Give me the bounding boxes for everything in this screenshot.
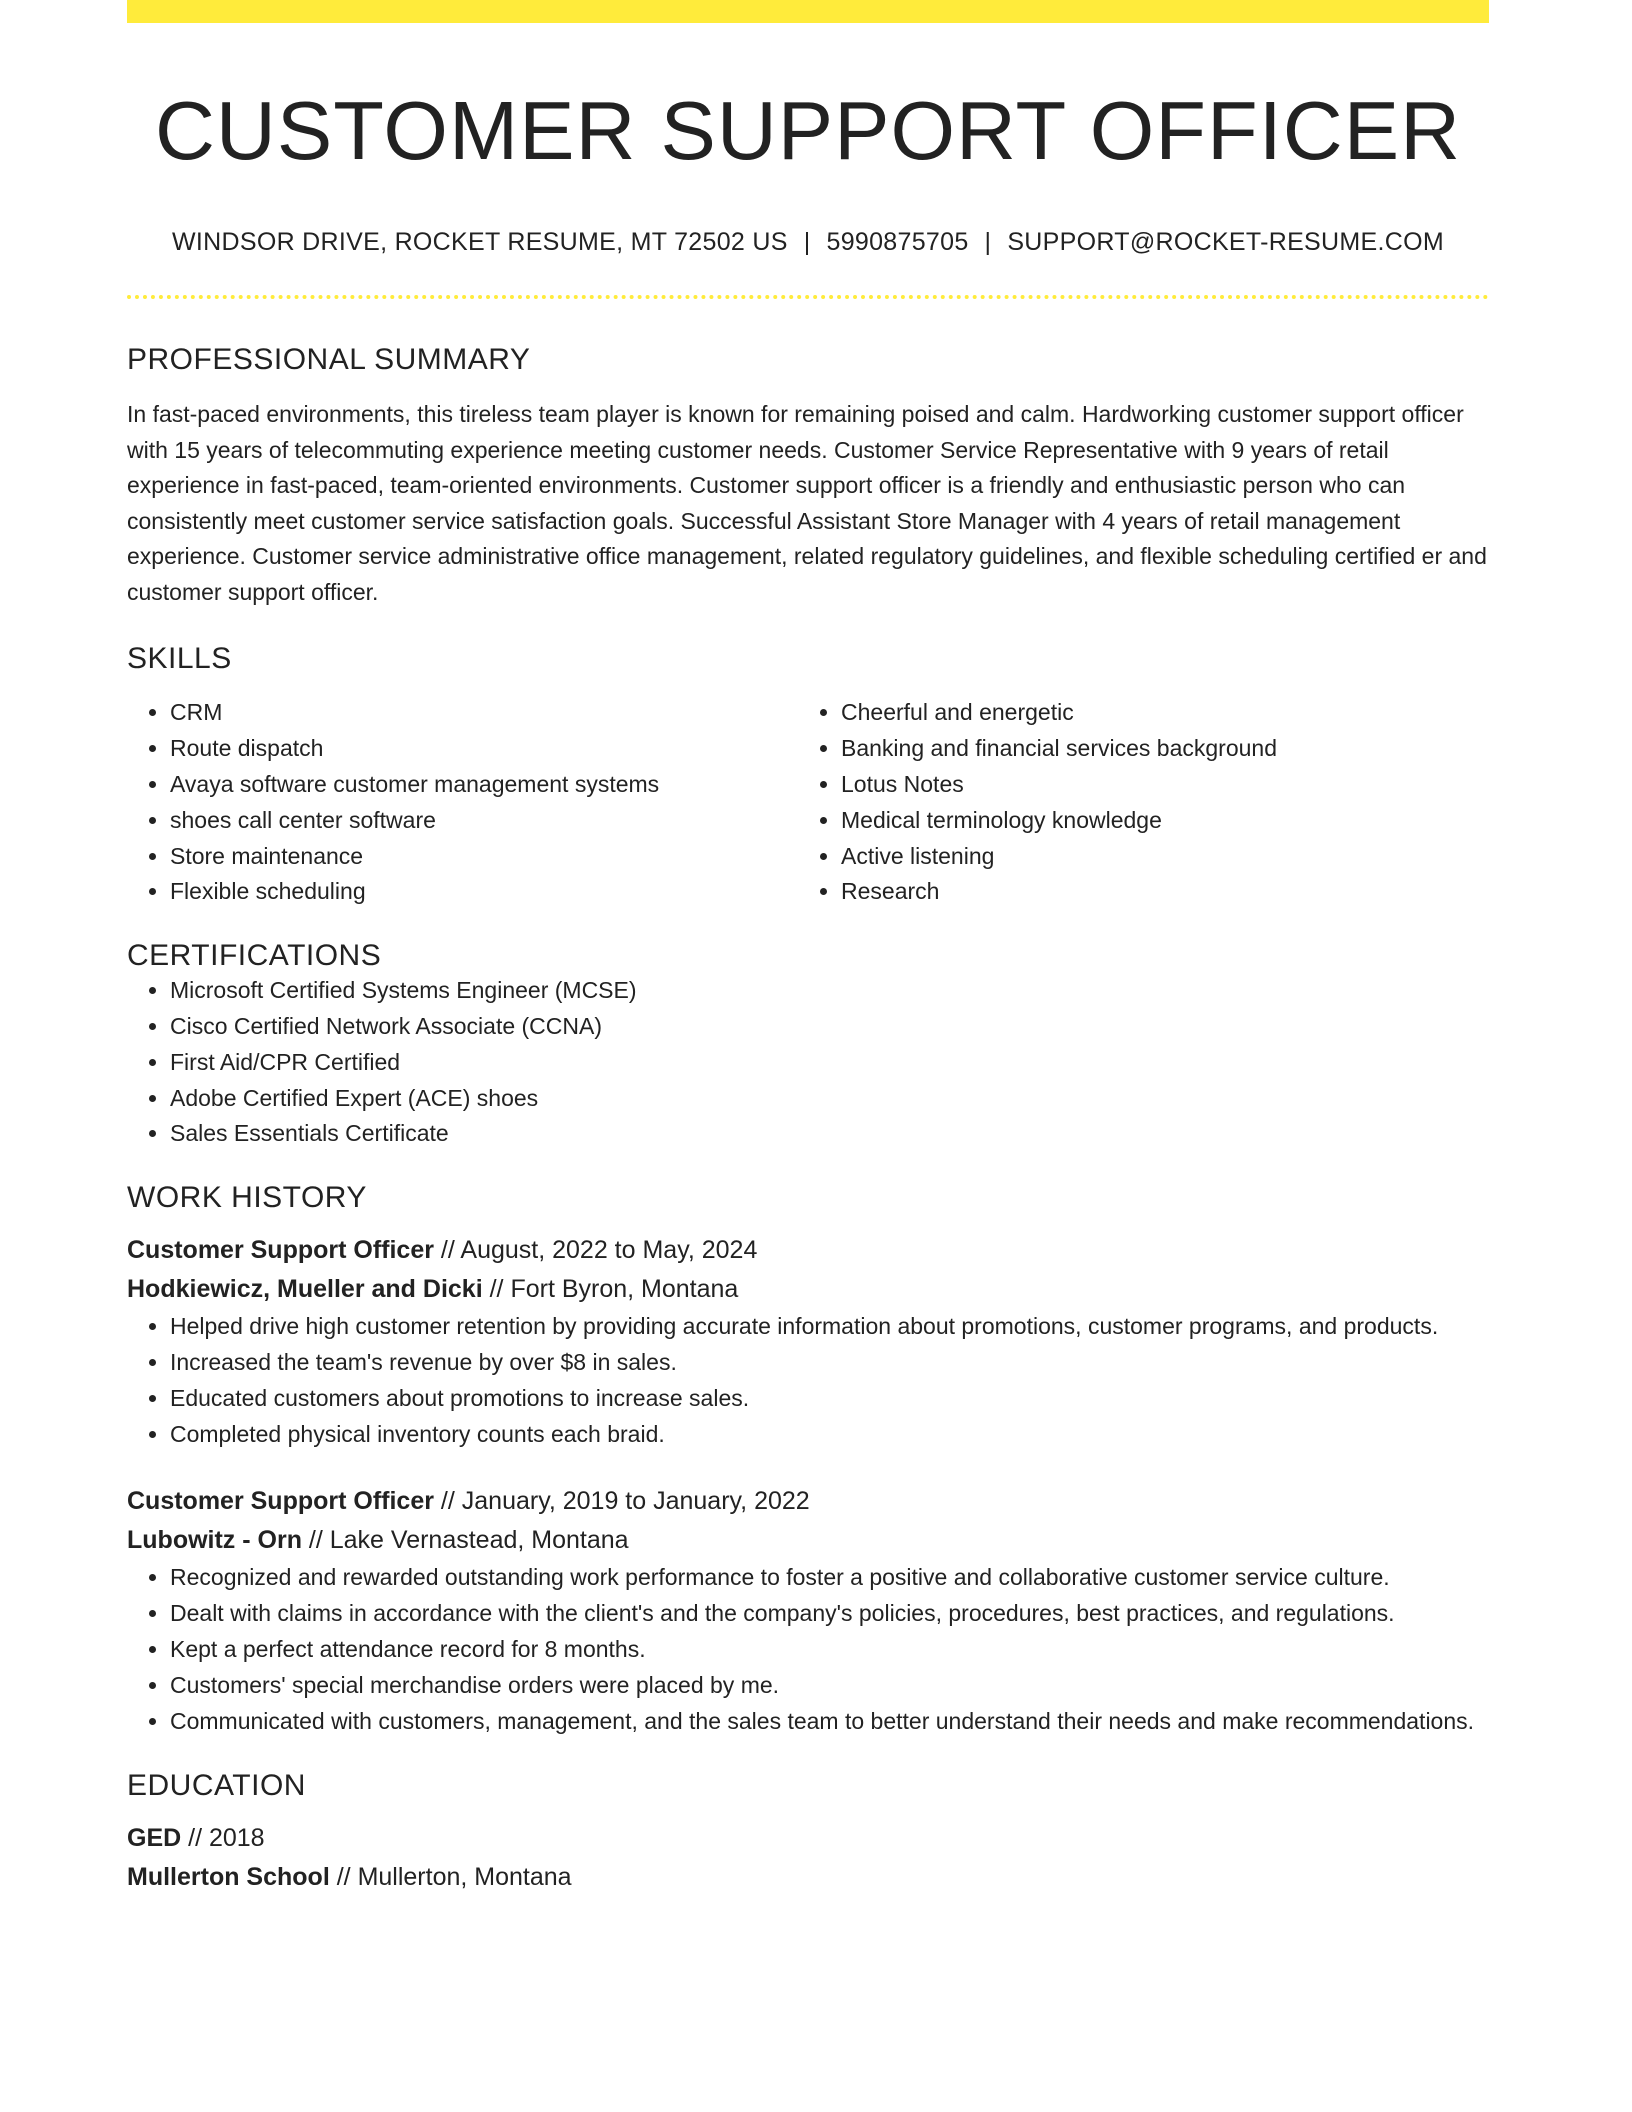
certification-item: • Sales Essentials Certificate: [170, 1116, 1489, 1152]
job-title-line: [127, 1482, 1489, 1521]
resume-name: CUSTOMER SUPPORT OFFICER: [154, 84, 1462, 177]
job-bullet: • Helped drive high customer retention by providing accurate information about promotions, customer programs, and products.: [170, 1309, 1489, 1345]
contact-phone: 5990875705: [826, 228, 969, 257]
skill-item: • Avaya software customer management systems: [170, 767, 798, 803]
job-title: Customer Support Officer: [127, 1236, 434, 1265]
job-bullet: • Educated customers about promotions to increase sales.: [170, 1381, 1489, 1417]
contact-separator: |: [984, 228, 992, 257]
education-degree-line: [127, 1819, 1489, 1858]
job-dates: // January, 2019 to January, 2022: [433, 1487, 810, 1516]
education-school-line: [127, 1858, 1489, 1897]
skill-item: • Lotus Notes: [841, 767, 1469, 803]
job-bullet: • Communicated with customers, management, and the sales team to better understand their needs and make recommendations.: [170, 1704, 1489, 1740]
skill-item: • Research: [841, 874, 1469, 910]
skill-item: • Route dispatch: [170, 731, 798, 767]
job-location: // Fort Byron, Montana: [482, 1275, 739, 1304]
education-year: // 2018: [181, 1824, 265, 1853]
summary-heading: PROFESSIONAL SUMMARY: [127, 343, 531, 377]
skills-heading: SKILLS: [127, 642, 232, 676]
skill-item: • Active listening: [841, 839, 1469, 875]
education-heading: EDUCATION: [127, 1769, 306, 1803]
certification-item: • Adobe Certified Expert (ACE) shoes: [170, 1081, 1489, 1117]
contact-separator: |: [803, 228, 811, 257]
contact-address: WINDSOR DRIVE, ROCKET RESUME, MT 72502 US: [172, 228, 788, 257]
certification-item: • Cisco Certified Network Associate (CCNA): [170, 1009, 1489, 1045]
job-dates: // August, 2022 to May, 2024: [433, 1236, 758, 1265]
certifications-list: [127, 973, 1489, 1152]
work-history-heading: WORK HISTORY: [127, 1181, 367, 1215]
contact-line: [127, 228, 1489, 257]
skills-list-left: [127, 695, 798, 910]
certifications-heading: CERTIFICATIONS: [127, 939, 382, 973]
job-company: Hodkiewicz, Mueller and Dicki: [127, 1275, 483, 1304]
education-degree: GED: [127, 1824, 182, 1853]
job-bullet: • Customers' special merchandise orders were placed by me.: [170, 1668, 1489, 1704]
job-title: Customer Support Officer: [127, 1487, 434, 1516]
skill-item: • CRM: [170, 695, 798, 731]
job-bullets: [127, 1560, 1489, 1739]
job-bullet: • Kept a perfect attendance record for 8 months.: [170, 1632, 1489, 1668]
resume-page: [127, 0, 1489, 1897]
job-bullet: • Recognized and rewarded outstanding work performance to foster a positive and collaborative customer service culture.: [170, 1560, 1489, 1596]
job-bullets: [127, 1309, 1489, 1452]
skill-item: • shoes call center software: [170, 803, 798, 839]
job-bullet: • Dealt with claims in accordance with the client's and the company's policies, procedures, best practices, and regulations.: [170, 1596, 1489, 1632]
skill-item: • Medical terminology knowledge: [841, 803, 1469, 839]
job-bullet: • Completed physical inventory counts each braid.: [170, 1417, 1489, 1453]
certification-item: • First Aid/CPR Certified: [170, 1045, 1489, 1081]
job-company-line: [127, 1270, 1489, 1309]
skills-column-right: [798, 695, 1469, 910]
dotted-divider: [127, 295, 1489, 299]
skill-item: • Store maintenance: [170, 839, 798, 875]
job-title-line: [127, 1231, 1489, 1270]
skills-list-right: [798, 695, 1469, 910]
certification-item: • Microsoft Certified Systems Engineer (MCSE): [170, 973, 1489, 1009]
skill-item: • Flexible scheduling: [170, 874, 798, 910]
skill-item: • Cheerful and energetic: [841, 695, 1469, 731]
summary-text: In fast-paced environments, this tireless team player is known for remaining poised and calm. Hardworking customer support officer with 15 years of telecommuting experience meeting customer needs. Customer Service Representative with 9 years of retail experience in fast-paced, team-oriented environments. Customer support officer is a friendly and enthusiastic person who can consistently meet customer service satisfaction goals. Successful Assistant Store Manager with 4 years of retail management experience. Customer service administrative office management, related regulatory guidelines, and flexible scheduling certified er and customer support officer.: [127, 401, 1487, 605]
accent-top-bar: [127, 0, 1489, 23]
job-company: Lubowitz - Orn: [127, 1526, 302, 1555]
education-location: // Mullerton, Montana: [329, 1863, 572, 1892]
job-company-line: [127, 1521, 1489, 1560]
skill-item: • Banking and financial services background: [841, 731, 1469, 767]
contact-email: SUPPORT@ROCKET-RESUME.COM: [1007, 228, 1444, 257]
job-bullet: • Increased the team's revenue by over $8 in sales.: [170, 1345, 1489, 1381]
education-school: Mullerton School: [127, 1863, 330, 1892]
job-location: // Lake Vernastead, Montana: [301, 1526, 629, 1555]
skills-column-left: [127, 695, 798, 910]
skills-grid: [127, 695, 1489, 910]
